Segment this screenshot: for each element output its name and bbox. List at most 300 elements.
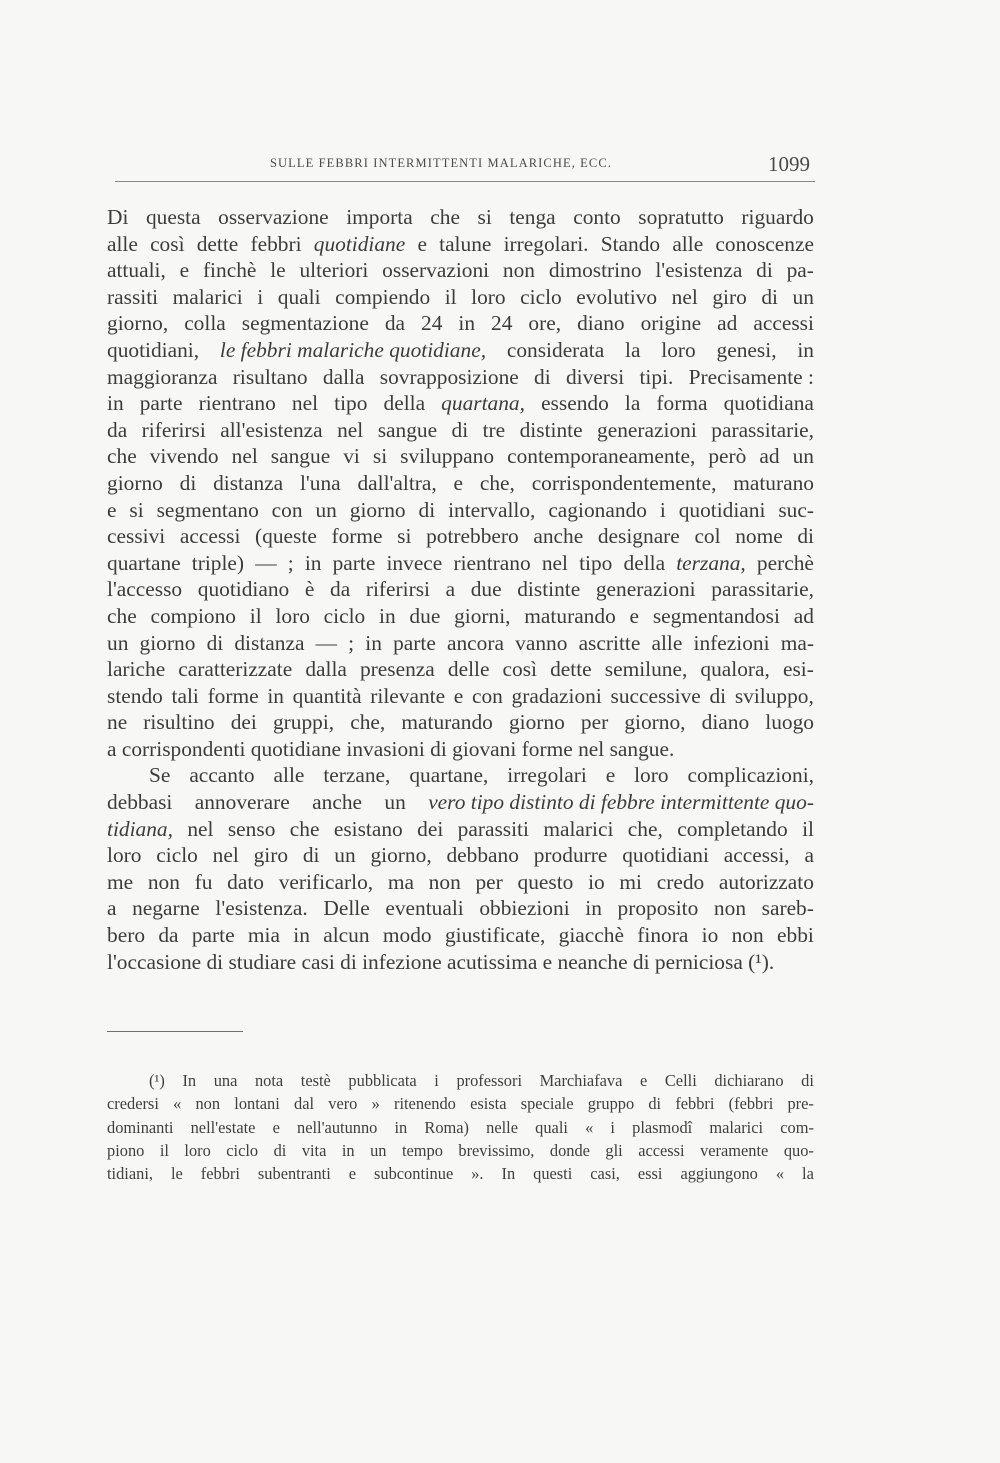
word: in [458,311,476,336]
footnote-word: non [195,1094,221,1114]
footnote-word: In [182,1071,197,1090]
running-title: SULLE FEBBRI INTERMITTENTI MALARICHE, ECC. [270,156,613,170]
word: maturando [524,603,616,628]
word: l'accesso [107,577,183,602]
word: debbasi [107,790,173,815]
text-line [107,443,814,470]
word: parte [393,630,436,655]
word: tenga [509,205,556,229]
footnote-word: testè [300,1071,331,1090]
word: essendo [541,391,609,416]
footnote-word: la [802,1164,814,1184]
word: compiendo [335,284,431,309]
word: ascritte [578,630,641,655]
word: luogo [765,710,814,735]
word: negarne [132,896,200,921]
text-line [107,949,814,976]
footnote-word: » [371,1094,380,1114]
word: quotidiani, [107,337,200,362]
word: sareb- [761,896,814,921]
word: che [107,444,137,469]
page-number: 1099 [768,152,810,176]
footnote-word: vita [301,1140,327,1160]
text-line [107,683,814,710]
word: qualora, [700,657,770,682]
word: l'esistenza. [215,896,308,921]
word: un [334,843,356,868]
footnote-word: il [159,1140,169,1160]
word: e [453,683,464,708]
word: completando [677,816,788,841]
text-line [107,630,814,657]
word: di [534,364,551,389]
text-line [107,310,814,337]
footnote-word: credersi [107,1094,159,1114]
word: riferirsi [141,417,206,442]
word: nel [541,550,568,575]
word: che, [350,710,386,735]
word: che [107,603,137,628]
word: col [694,524,721,549]
word: di [418,497,436,522]
footnote-word: « [585,1117,594,1137]
word: nel [212,843,239,868]
word: annoverare [194,790,290,815]
word: a [107,896,117,921]
text-line [107,470,814,497]
footnote-line [107,1139,814,1162]
text-line [107,816,814,843]
word: nome [735,524,783,549]
footnote-word: di [273,1140,287,1160]
word: si [372,444,388,469]
word: ad [793,603,814,628]
word: con [271,497,303,522]
word: da [330,577,351,602]
word: quartane, [409,763,489,788]
word: gradazioni [511,683,602,708]
footnote-word: ». [471,1164,484,1184]
word: triple) [191,550,245,575]
word: mia [247,923,280,948]
word: dette [550,657,592,682]
word: parassitarie, [711,417,814,442]
word: evolutivo [576,284,658,309]
word: da [384,311,406,336]
word: quotidiano [197,577,290,602]
footnote-word: loro [184,1140,211,1160]
word: riferirsi [365,577,430,602]
word: tre [482,417,506,442]
text-line [107,922,814,949]
word: quali [277,284,321,309]
word: in [797,337,814,362]
word: in [365,630,382,655]
word: talune [439,231,492,256]
footnote-word: casi, [590,1164,620,1184]
word: il [249,603,262,628]
word: di [206,630,224,655]
word: considerata [506,337,605,362]
word: ebbi [777,923,814,948]
word: bero [107,923,146,948]
footnote-word: e [348,1164,357,1184]
word: diano [577,311,625,336]
word: quantità [292,683,362,708]
footnote-word: malarici [709,1117,764,1137]
word: e [107,497,117,522]
word: giorno, [107,311,169,336]
footnote-word: nell'estate [190,1117,256,1137]
word: gruppi, [272,710,335,735]
footnote-word: dal [294,1094,315,1114]
word: potrebbero [426,524,519,549]
word: intervallo, [448,497,536,522]
footnote-line [107,1162,814,1185]
word: giustificate, [444,923,546,948]
word: un [315,497,337,522]
word: in [107,391,124,416]
word: genesi, [716,337,777,362]
word: invece [386,550,443,575]
word: giorni, [454,603,511,628]
word: segmentano [156,497,259,522]
word: designare [597,524,680,549]
word: dei [230,710,257,735]
word: per [475,869,503,894]
word: diversi [565,364,625,389]
word: ad [759,444,780,469]
word: che [430,205,460,229]
word: riguardo [741,205,814,229]
word: 24 [421,311,443,336]
word: quotidiani [678,497,766,522]
word: rilevante [370,683,446,708]
footnote-word: subentranti [257,1164,331,1184]
footnote-word: pubblicata [348,1071,417,1090]
italic-word: vero tipo distinto di febbre intermittente quo- [428,790,814,815]
footnote-word: Celli [664,1071,697,1090]
word: colla [184,311,226,336]
word: della [623,550,666,575]
footnote-word: gruppo [587,1094,635,1114]
footnote-word: plasmodî [632,1117,693,1137]
word: quartane [107,550,181,575]
word: finchè [202,258,257,283]
word: me [107,869,134,894]
word: lariche [107,657,166,682]
italic-word: quartana, [441,391,525,416]
word: parassitarie, [711,577,814,602]
word: di [761,284,778,309]
word: ulteriori [299,258,369,283]
word: che, [627,816,663,841]
word: 24 [491,311,513,336]
word: non [502,258,535,283]
footnote-word: tidiani, [107,1164,153,1184]
word: alle [672,231,704,256]
word: corrispondentemente, [531,470,717,495]
word: di [302,843,320,868]
footnote-word: le [170,1164,183,1184]
word: dei [417,816,444,841]
footnote-word: nell'autunno [297,1117,378,1137]
word: maggioranza [107,364,218,389]
word: la [624,391,641,416]
word: quotidiana [723,391,814,416]
word: un [792,444,814,469]
footnote-word: pre- [787,1094,814,1114]
word: i [659,497,666,522]
word: giorno [508,710,565,735]
word: i [257,284,264,309]
footnote-word: « [775,1164,785,1184]
word: generazioni [597,417,697,442]
footnote-word: di [648,1094,662,1114]
word: forme [331,524,383,549]
word: un [792,284,814,309]
word: l'occasione di studiare casi di infezione acutissima e neanche di perniciosa (¹). [107,949,775,974]
footnote-word: Marchiafava [539,1071,623,1090]
word: alcun [323,923,370,948]
word: osservazione [218,205,329,229]
word: dette [196,231,239,256]
word: diano [701,710,750,735]
word: loro [661,337,696,362]
word: giorno [139,630,196,655]
footnote-word: tempo [401,1140,443,1160]
text-line [107,736,814,763]
word: cagionando [548,497,647,522]
footnote-word: (¹) [149,1071,165,1090]
word: verificarlo, [278,869,374,894]
word: di [756,258,773,283]
footnote-word: febbri [200,1164,240,1184]
word: segmentazione [241,311,369,336]
word: giacchè [558,923,624,948]
word: non [713,896,747,921]
word: stendo [107,683,163,708]
word: da [158,923,179,948]
word: loro [107,843,142,868]
footnote-word: quo- [783,1140,814,1160]
footnote-word: brevissimo, [458,1140,535,1160]
word: risultano [232,364,308,389]
footnote-word: dichiarano [714,1071,784,1090]
word: non [428,869,461,894]
word: così [502,657,538,682]
footnote-word: i [610,1117,615,1137]
footnote-word: professori [456,1071,522,1090]
word: a [804,843,814,868]
word: sovrapposizione [379,364,519,389]
word: rientrano [198,391,276,416]
word: di [451,417,469,442]
word: in [304,550,322,575]
word: tali [171,683,199,708]
word: compiono [150,603,237,628]
word: un [384,790,406,815]
word: e [629,603,640,628]
word: per [580,710,609,735]
word: fu [194,869,213,894]
footnote-word: in [394,1117,408,1137]
word: giorno, [370,843,432,868]
word: vi [343,444,360,469]
footnote-word: « [173,1094,182,1114]
word: ciclo [156,843,198,868]
word: e [417,231,427,256]
word: delle [447,657,490,682]
word: e [453,470,464,495]
word: sviluppano [400,444,495,469]
word: contemporaneamente, [507,444,696,469]
word: accanto [189,763,255,788]
word: due [470,577,502,602]
word: quotidiani [622,843,709,868]
word: Di [107,205,129,229]
footnote-word: in [341,1140,355,1160]
footnote-word: lontani [234,1094,280,1114]
word: parte [332,550,376,575]
footnote-word: un [370,1140,387,1160]
footnote-word: febbri [675,1094,715,1114]
word: maturano [733,470,814,495]
word: semilune, [604,657,688,682]
footnote-word: ciclo [226,1140,259,1160]
header-rule [115,181,815,182]
footnote-word: subcontinue [374,1164,454,1184]
word: credo [656,869,705,894]
text-line [107,576,814,603]
footnote-line [107,1069,814,1092]
word: in [293,923,310,948]
word: loro [634,763,669,788]
word: forme [207,683,259,708]
word: della [383,391,426,416]
word: osservazioni [382,258,490,283]
word: debbano [446,843,519,868]
word: ad [717,311,738,336]
word: malarici [543,816,614,841]
word: ne [107,710,128,735]
word: loro [275,603,310,628]
text-line [107,257,814,284]
word: autorizzato [718,869,814,894]
word: dalla [322,364,365,389]
footnote-word: i [434,1071,439,1090]
word: ore, [528,311,562,336]
footnote-word: esista [470,1094,507,1114]
word: giro [712,284,747,309]
word: da [107,417,128,442]
word: risultino [143,710,215,735]
word: terzane, [323,763,391,788]
word: nel [671,284,698,309]
word: e [605,763,616,788]
footnote-word: dominanti [107,1117,174,1137]
word: distanza [234,630,305,655]
word: segmentandosi [652,603,780,628]
text-line [107,364,814,391]
word: l'una [299,470,341,495]
footnote-word: veramente [700,1140,769,1160]
footnote-word: ritenendo [393,1094,456,1114]
footnote-word: gli [605,1140,623,1160]
word: ma [387,869,414,894]
word: complicazioni, [687,763,814,788]
word: vivendo [149,444,219,469]
word: distinte [517,577,581,602]
text-line [107,656,814,683]
word: vanno [515,630,568,655]
footnote-word: In [501,1164,516,1184]
footnote-word: aggiungono [680,1164,758,1184]
footnote-word: accessi [638,1140,685,1160]
word: senso [227,816,276,841]
word: infezioni [693,630,770,655]
word: Se [149,763,171,788]
word: questa [145,205,201,229]
word: sviluppo, [734,683,814,708]
word: a corrispondenti quotidiane invasioni di giovani forme nel sangue. [107,736,675,761]
word: produrre [533,843,608,868]
word: così [150,231,185,256]
footnote-word: (febbri [728,1094,774,1114]
running-header [115,152,815,182]
footnote-word: donde [549,1140,590,1160]
word: il [802,816,814,841]
word: esi- [782,657,814,682]
text-line [107,497,814,524]
word: si [397,524,412,549]
footnotes [107,1069,814,1185]
word: in [585,896,602,921]
word: però [708,444,747,469]
word: suc- [778,497,814,522]
word: alle [273,763,305,788]
word: nel [231,444,258,469]
word: dalla [305,657,347,682]
word: il [444,284,457,309]
footnote-word: nelle [486,1117,519,1137]
footnote-word: di [801,1071,814,1090]
text-line [107,417,814,444]
word: di [709,683,727,708]
text-line [107,337,814,364]
word: distinte [519,417,583,442]
footnote-rule [107,1031,243,1032]
word: due [409,603,441,628]
word: — [315,630,337,655]
word: in [267,683,284,708]
word: le [270,258,286,283]
text-line [107,869,814,896]
word: nel [187,816,214,841]
word: si [129,497,144,522]
word: obbiezioni [479,896,570,921]
word: attuali, [107,258,166,283]
word: ; [348,630,355,655]
text-line [107,523,814,550]
word: con [471,683,503,708]
word: parte [191,923,235,948]
word: non [731,923,764,948]
word: modo [382,923,432,948]
word: pa- [786,258,814,283]
body-text [107,204,814,975]
footnote-line [107,1116,814,1139]
